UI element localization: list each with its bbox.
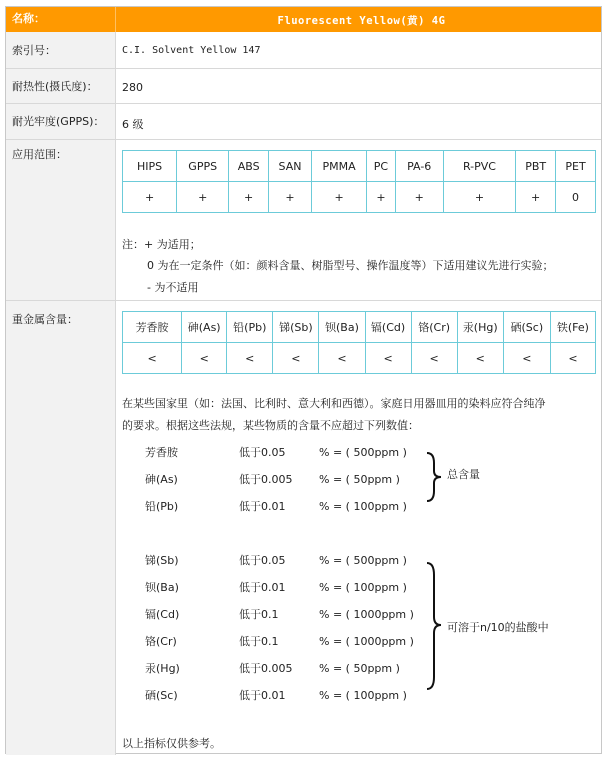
metals-table bbox=[122, 311, 596, 374]
metal-value: < bbox=[227, 343, 273, 374]
metals-intro: 的要求。根据这些法规，某些物质的含量不应超过下列数值： bbox=[122, 419, 419, 432]
app-col: PET bbox=[556, 151, 596, 182]
limit-ppm: % = ( 50ppm ) bbox=[319, 662, 400, 675]
app-col: ABS bbox=[229, 151, 269, 182]
limit-value: 低于0.1 bbox=[239, 635, 279, 648]
app-value: + bbox=[269, 182, 312, 213]
app-value: 0 bbox=[556, 182, 596, 213]
metal-value: < bbox=[411, 343, 457, 374]
metal-col: 汞(Hg) bbox=[457, 312, 503, 343]
app-col: R-PVC bbox=[443, 151, 516, 182]
total-brace bbox=[424, 451, 444, 503]
light-value: 6 级 bbox=[122, 118, 144, 131]
limit-value: 低于0.005 bbox=[239, 473, 293, 486]
heat-row bbox=[6, 69, 601, 104]
app-col: HIPS bbox=[123, 151, 177, 182]
limit-name: 砷(As) bbox=[145, 473, 178, 486]
limit-value: 低于0.01 bbox=[239, 581, 286, 594]
total-label: 总含量 bbox=[447, 468, 480, 481]
app-col: GPPS bbox=[177, 151, 229, 182]
metal-value: < bbox=[182, 343, 227, 374]
limit-value: 低于0.01 bbox=[239, 689, 286, 702]
metal-value: < bbox=[550, 343, 595, 374]
limit-name: 镉(Cd) bbox=[145, 608, 180, 621]
limit-ppm: % = ( 500ppm ) bbox=[319, 446, 407, 459]
application-header-row bbox=[123, 151, 596, 182]
footer-note: 以上指标仅供参考。 bbox=[122, 737, 221, 750]
metal-col: 铁(Fe) bbox=[550, 312, 595, 343]
metal-col: 芳香胺 bbox=[123, 312, 182, 343]
metals-row bbox=[6, 301, 601, 755]
light-row bbox=[6, 104, 601, 140]
soluble-label: 可溶于n/10的盐酸中 bbox=[447, 621, 549, 634]
limit-name: 汞(Hg) bbox=[145, 662, 180, 675]
metal-value: < bbox=[503, 343, 550, 374]
limit-ppm: % = ( 1000ppm ) bbox=[319, 608, 414, 621]
limit-name: 铅(Pb) bbox=[145, 500, 179, 513]
app-value: + bbox=[229, 182, 269, 213]
app-col: PC bbox=[367, 151, 396, 182]
metals-value-row bbox=[123, 343, 596, 374]
limit-value: 低于0.1 bbox=[239, 608, 279, 621]
metal-col: 铬(Cr) bbox=[411, 312, 457, 343]
spec-sheet bbox=[5, 6, 602, 754]
metal-value: < bbox=[365, 343, 411, 374]
app-col: PA-6 bbox=[395, 151, 443, 182]
limit-ppm: % = ( 100ppm ) bbox=[319, 500, 407, 513]
metals-intro: 在某些国家里（如：法国、比利时、意大利和西德）。家庭日用器皿用的染料应符合纯净 bbox=[122, 397, 546, 410]
limit-name: 锑(Sb) bbox=[145, 554, 179, 567]
index-value: C.I. Solvent Yellow 147 bbox=[122, 45, 261, 56]
application-note: - 为不适用 bbox=[147, 281, 199, 294]
app-value: + bbox=[367, 182, 396, 213]
app-value: + bbox=[311, 182, 366, 213]
limit-name: 芳香胺 bbox=[145, 446, 178, 459]
app-value: + bbox=[443, 182, 516, 213]
soluble-brace bbox=[424, 561, 444, 691]
metal-col: 砷(As) bbox=[182, 312, 227, 343]
metal-col: 钡(Ba) bbox=[319, 312, 365, 343]
application-value-row bbox=[123, 182, 596, 213]
app-value: + bbox=[516, 182, 556, 213]
limit-ppm: % = ( 500ppm ) bbox=[319, 554, 407, 567]
header-row bbox=[6, 7, 601, 32]
metals-label: 重金属含量： bbox=[12, 313, 78, 326]
metal-col: 镉(Cd) bbox=[365, 312, 411, 343]
metal-value: < bbox=[273, 343, 319, 374]
limit-value: 低于0.05 bbox=[239, 554, 286, 567]
metal-value: < bbox=[319, 343, 365, 374]
product-name: Fluorescent Yellow(黄) 4G bbox=[277, 15, 446, 27]
header-label: 名称： bbox=[6, 7, 116, 32]
limit-ppm: % = ( 100ppm ) bbox=[319, 581, 407, 594]
limit-ppm: % = ( 100ppm ) bbox=[319, 689, 407, 702]
limit-value: 低于0.01 bbox=[239, 500, 286, 513]
heat-label: 耐热性(摄氏度)： bbox=[12, 80, 98, 93]
metal-col: 硒(Sc) bbox=[503, 312, 550, 343]
metals-header-row bbox=[123, 312, 596, 343]
index-label: 索引号： bbox=[12, 44, 56, 57]
app-value: + bbox=[395, 182, 443, 213]
metal-col: 铅(Pb) bbox=[227, 312, 273, 343]
limit-name: 钡(Ba) bbox=[145, 581, 179, 594]
metal-col: 锑(Sb) bbox=[273, 312, 319, 343]
app-col: SAN bbox=[269, 151, 312, 182]
application-note: 注：+ 为适用； bbox=[122, 238, 201, 251]
limit-name: 铬(Cr) bbox=[145, 635, 177, 648]
application-table bbox=[122, 150, 596, 213]
limit-ppm: % = ( 50ppm ) bbox=[319, 473, 400, 486]
metal-value: < bbox=[123, 343, 182, 374]
heat-value: 280 bbox=[122, 81, 143, 94]
app-col: PBT bbox=[516, 151, 556, 182]
limit-value: 低于0.005 bbox=[239, 662, 293, 675]
app-col: PMMA bbox=[311, 151, 366, 182]
index-row bbox=[6, 32, 601, 69]
metal-value: < bbox=[457, 343, 503, 374]
limit-value: 低于0.05 bbox=[239, 446, 286, 459]
app-value: + bbox=[123, 182, 177, 213]
limit-ppm: % = ( 1000ppm ) bbox=[319, 635, 414, 648]
application-note: 0 为在一定条件（如：颜料含量、树脂型号、操作温度等）下适用建议先进行实验； bbox=[147, 259, 554, 272]
limit-name: 硒(Sc) bbox=[145, 689, 178, 702]
application-row bbox=[6, 140, 601, 301]
app-value: + bbox=[177, 182, 229, 213]
light-label: 耐光牢度(GPPS)： bbox=[12, 115, 105, 128]
application-label: 应用范围： bbox=[12, 148, 67, 161]
